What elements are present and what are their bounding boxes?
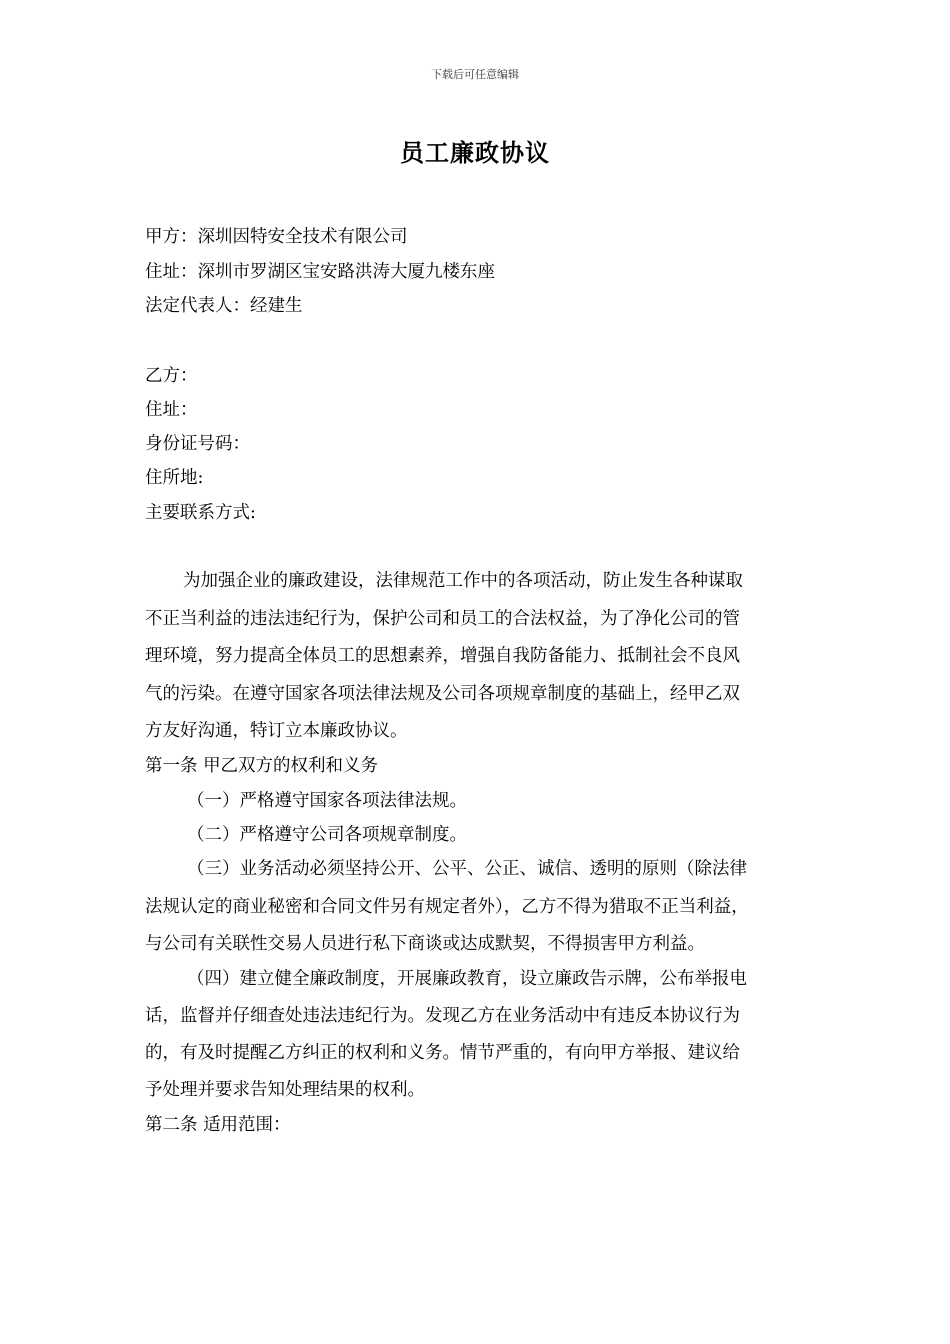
article-2-heading: 第二条 适用范围： bbox=[145, 1115, 291, 1135]
preamble-line: 理环境，努力提高全体员工的思想素养，增强自我防备能力、抵制社会不良风 bbox=[145, 646, 740, 666]
preamble-line: 不正当利益的违法违纪行为，保护公司和员工的合法权益，为了净化公司的管 bbox=[145, 609, 740, 629]
party-b-address: 住址： bbox=[145, 400, 198, 420]
article-1-item-3-line: 法规认定的商业秘密和合同文件另有规定者外），乙方不得为猎取不正当利益， bbox=[145, 897, 749, 917]
preamble-line: 方友好沟通，特订立本廉政协议。 bbox=[145, 721, 408, 741]
party-a-address: 住址：深圳市罗湖区宝安路洪涛大厦九楼东座 bbox=[145, 262, 495, 282]
party-a-name: 甲方：深圳因特安全技术有限公司 bbox=[145, 227, 408, 247]
article-1-item-4-line: （四）建立健全廉政制度，开展廉政教育，设立廉政告示牌，公布举报电 bbox=[187, 969, 747, 989]
party-a-representative: 法定代表人：经建生 bbox=[145, 296, 303, 316]
party-b-contact: 主要联系方式: bbox=[145, 503, 256, 523]
article-1-item-3-line: 与公司有关联性交易人员进行私下商谈或达成默契，不得损害甲方利益。 bbox=[145, 934, 705, 954]
article-1-item-3-line: （三）业务活动必须坚持公开、公平、公正、诚信、透明的原则（除法律 bbox=[187, 859, 747, 879]
document-title: 员工廉政协议 bbox=[400, 138, 550, 167]
preamble-line: 气的污染。在遵守国家各项法律法规及公司各项规章制度的基础上，经甲乙双 bbox=[145, 684, 740, 704]
preamble-line: 为加强企业的廉政建设，法律规范工作中的各项活动，防止发生各种谋取 bbox=[183, 571, 743, 591]
party-b-id-number: 身份证号码： bbox=[145, 434, 250, 454]
article-1-item-4-line: 予处理并要求告知处理结果的权利。 bbox=[145, 1080, 425, 1100]
article-1-item-1: （一）严格遵守国家各项法律法规。 bbox=[187, 791, 467, 811]
party-b-name: 乙方： bbox=[145, 366, 198, 386]
article-1-heading: 第一条 甲乙双方的权利和义务 bbox=[145, 756, 379, 776]
party-b-residence: 住所地: bbox=[145, 468, 204, 488]
article-1-item-4-line: 的，有及时提醒乙方纠正的权利和义务。情节严重的，有向甲方举报、建议给 bbox=[145, 1043, 740, 1063]
article-1-item-2: （二）严格遵守公司各项规章制度。 bbox=[187, 825, 467, 845]
article-1-item-4-line: 话，监督并仔细查处违法违纪行为。发现乙方在业务活动中有违反本协议行为 bbox=[145, 1006, 740, 1026]
header-note: 下载后可任意编辑 bbox=[431, 68, 519, 81]
